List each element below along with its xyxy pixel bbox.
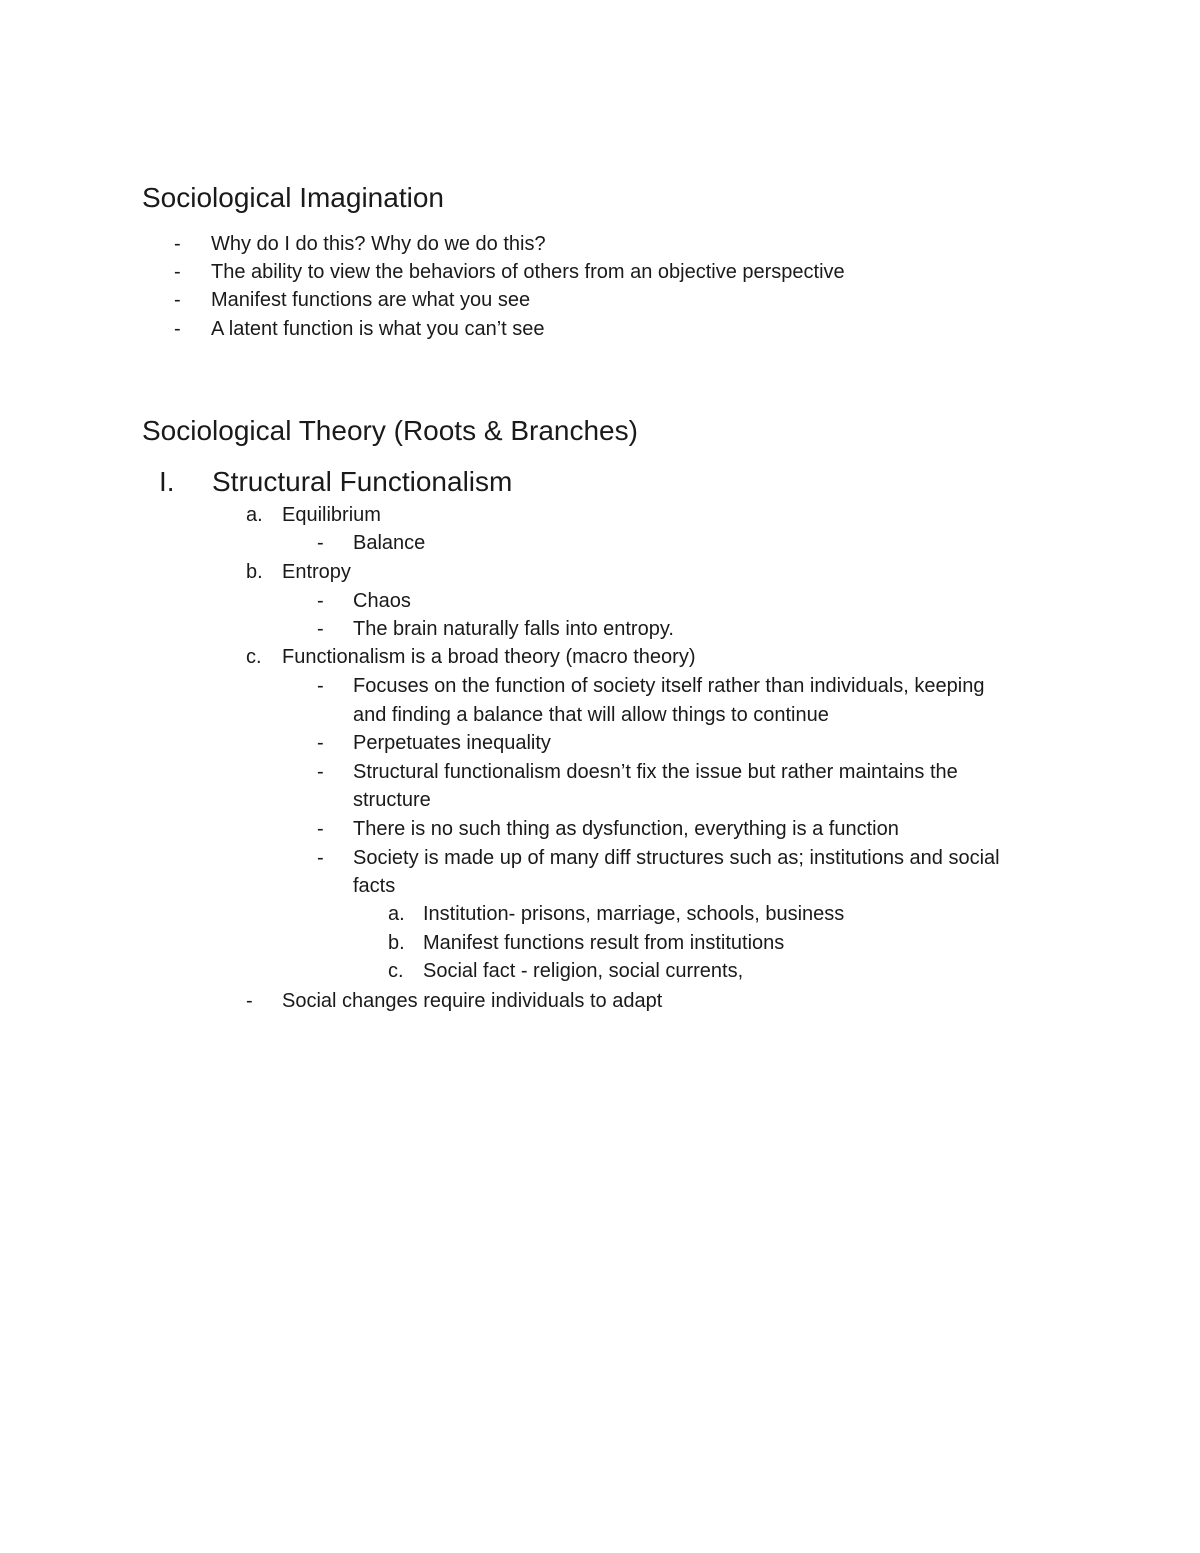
bullet-dash: - — [317, 590, 324, 612]
heading-sociological-imagination: Sociological Imagination — [142, 182, 444, 213]
list-item: The brain naturally falls into entropy. — [353, 618, 674, 640]
nested-item: Institution- prisons, marriage, schools, business — [423, 903, 845, 925]
sub-marker: b. — [246, 561, 263, 583]
bullet-dash: - — [174, 261, 181, 283]
bullet-dash: - — [317, 847, 324, 869]
list-item-continuation: structure — [353, 789, 431, 811]
list-item: Why do I do this? Why do we do this? — [211, 233, 546, 255]
bullet-dash: - — [317, 675, 324, 697]
list-item-continuation: and finding a balance that will allow things to continue — [353, 704, 829, 726]
sub-marker: a. — [246, 504, 263, 526]
sub-item: Entropy — [282, 561, 351, 583]
list-item: Structural functionalism doesn’t fix the issue but rather maintains the — [353, 761, 958, 783]
bullet-dash: - — [174, 233, 181, 255]
bullet-dash: - — [246, 990, 253, 1012]
list-item: Chaos — [353, 590, 411, 612]
list-item: The ability to view the behaviors of others from an objective perspective — [211, 261, 845, 283]
sub-item: Functionalism is a broad theory (macro theory) — [282, 646, 696, 668]
list-item: Balance — [353, 532, 426, 554]
list-item: Social changes require individuals to adapt — [282, 990, 663, 1012]
sub-marker: c. — [246, 646, 262, 668]
nested-marker: b. — [388, 932, 405, 954]
nested-marker: a. — [388, 903, 405, 925]
sub-item: Equilibrium — [282, 504, 381, 526]
list-item-continuation: facts — [353, 875, 396, 897]
bullet-dash: - — [317, 618, 324, 640]
heading-sociological-theory: Sociological Theory (Roots & Branches) — [142, 415, 638, 446]
bullet-dash: - — [317, 818, 324, 840]
bullet-dash: - — [174, 289, 181, 311]
list-item: Focuses on the function of society itself rather than individuals, keeping — [353, 675, 985, 697]
nested-item: Manifest functions result from institutions — [423, 932, 785, 954]
list-item: Society is made up of many diff structures such as; institutions and social — [353, 847, 1000, 869]
nested-item: Social fact - religion, social currents, — [423, 960, 744, 982]
list-item: Perpetuates inequality — [353, 732, 551, 754]
bullet-dash: - — [317, 732, 324, 754]
nested-marker: c. — [388, 960, 404, 982]
outline-title: Structural Functionalism — [212, 466, 513, 497]
bullet-dash: - — [317, 761, 324, 783]
bullet-dash: - — [317, 532, 324, 554]
list-item: A latent function is what you can’t see — [211, 318, 545, 340]
list-item: There is no such thing as dysfunction, everything is a function — [353, 818, 899, 840]
list-item: Manifest functions are what you see — [211, 289, 531, 311]
outline-numeral: I. — [159, 466, 175, 497]
bullet-dash: - — [174, 318, 181, 340]
